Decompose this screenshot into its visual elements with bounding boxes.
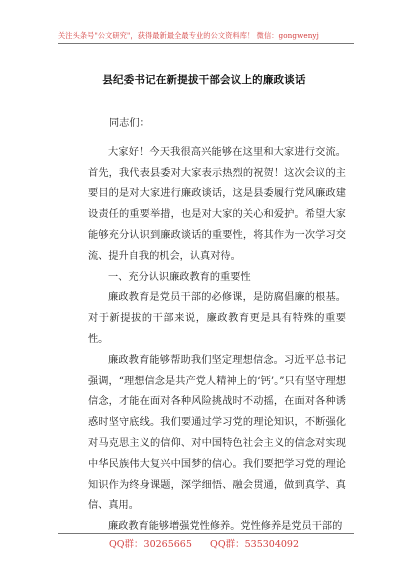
header-divider	[58, 43, 354, 44]
footer-divider	[58, 533, 354, 534]
greeting: 同志们：	[109, 118, 150, 129]
footer-qq-group-2: QQ群：535304092	[210, 539, 300, 550]
footer-qq-group-1: QQ群：30265665	[108, 539, 192, 550]
paragraph: 廉政教育能够帮助我们坚定理想信念。习近平总书记强调，“理想信念是共产党人精神上的‘钙’。”只有坚守理想信念，才能在面对各种风险挑战时不动摇，在面对各种诱惑时坚守底线。我们要通过学习党的理论知识，不断强化对马克思主义的信仰、对中国特色社会主义的信念对实现中华民族伟大复兴中国梦的信心。我们要把学习党的理论知识作为终身课题，深学细悟、融会贯通，做到真学、真信、真用。	[88, 354, 346, 512]
paragraph: 廉政教育是党员干部的必修课，是防腐倡廉的根基。对于新提拔的干部来说，廉政教育更是具有特殊的重要性。	[88, 292, 346, 345]
section-heading-1: 一、充分认识廉政教育的重要性	[108, 271, 251, 283]
paragraph: 廉政教育能够增强党性修养。党性修养是党员干部的	[108, 521, 343, 533]
paragraph-intro: 大家好！今天我很高兴能够在这里和大家进行交流。首先，我代表县委对大家表示热烈的祝贺！这次会议的主要目的是对大家进行廉政谈话，这是县委履行党风廉政建设责任的重要举措，也是对大家的关心和爱护。希望大家能够充分认识到廉政谈话的重要性，将其作为一次学习交流、提升自我的机会，认真对待。	[88, 146, 346, 262]
page-header-promo: 关注头条号"公文研究"，获得最新最全最专业的公文资料库！ 微信：gongwenyj	[58, 31, 319, 40]
document-title: 县纪委书记在新提拔干部会议上的廉政谈话	[102, 74, 306, 86]
document-body	[88, 114, 346, 538]
page-footer	[0, 536, 408, 550]
